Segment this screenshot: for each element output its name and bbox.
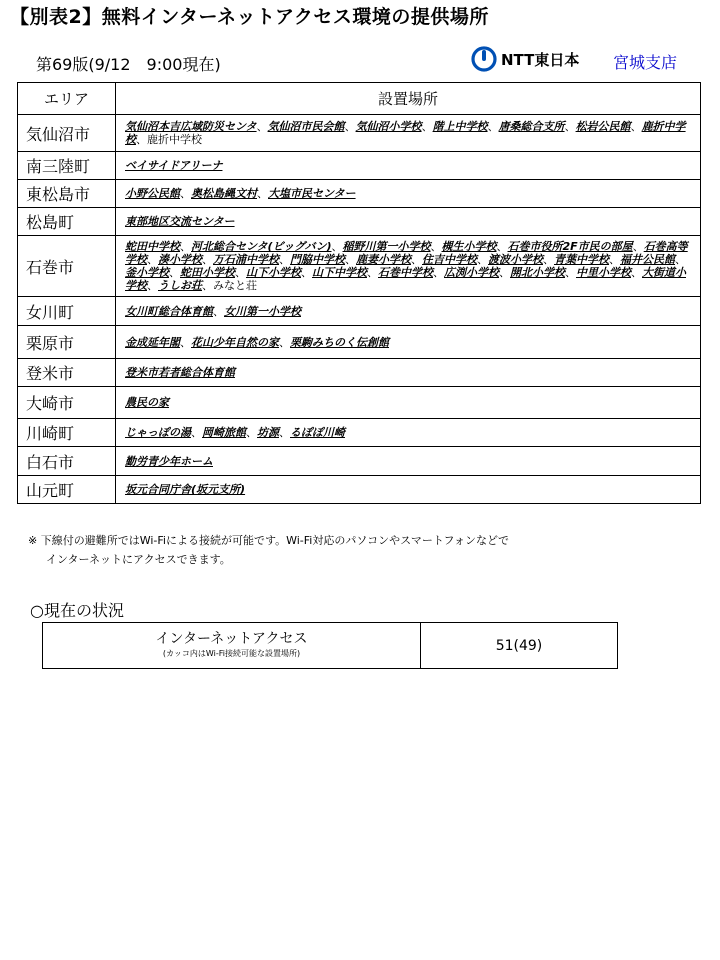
location-cell [116,297,701,326]
wifi-location-link[interactable]: 小野公民館 [125,187,180,200]
separator: 、 [496,240,508,253]
wifi-location-link[interactable]: 湊小学校 [158,253,202,266]
wifi-location-link[interactable]: 気仙沼市民会館 [267,120,345,133]
table-row [18,297,701,326]
area-cell: 白石市 [18,447,116,476]
table-row [18,180,701,208]
wifi-location-link[interactable]: 唐桑総合支所 [498,120,565,133]
wifi-location-link[interactable]: 花山少年自然の家 [191,335,279,349]
note-line-1: ※ 下線付の避難所ではWi-Fiによる接続が可能です。Wi-Fi対応のパソコンやスマートフォンなどで [28,534,509,547]
location-cell [116,180,701,208]
wifi-location-link[interactable]: 坊源 [257,426,279,439]
wifi-location-link[interactable]: 住吉中学校 [422,253,477,266]
status-table [42,622,618,669]
wifi-location-link[interactable]: 河北総合センタ(ビッグバン) [191,240,332,253]
ntt-logo [471,46,579,72]
separator: 、 [367,266,378,279]
wifi-location-link[interactable]: 女川第一小学校 [224,304,301,318]
ntt-logo-icon [471,46,497,72]
wifi-location-link[interactable]: 石巻中学校 [378,266,433,279]
location-cell [116,359,701,387]
location-cell [116,419,701,447]
wifi-location-link[interactable]: 女川町総合体育館 [125,304,213,318]
separator: 、 [257,187,268,200]
wifi-location-link[interactable]: 階上中学校 [432,120,488,133]
separator: 、 [630,120,642,133]
separator: 、 [279,253,290,266]
edition-label: 第69版(9/12 9:00現在) [36,55,221,74]
status-label: インターネットアクセス [155,631,308,647]
separator: 、 [202,279,213,292]
separator: 、 [565,266,576,279]
wifi-location-link[interactable]: 東部地区交流センター [125,215,235,228]
location-cell [116,208,701,236]
separator: 、 [477,253,488,266]
area-cell: 南三陸町 [18,152,116,180]
separator: 、 [180,187,191,200]
separator: 、 [421,120,433,133]
separator: 、 [235,266,246,279]
separator: 、 [191,426,202,439]
wifi-location-link[interactable]: 登米市若者総合体育館 [125,366,235,379]
header-location: 設置場所 [116,83,701,115]
separator: 、 [487,120,499,133]
separator: 、 [331,240,343,253]
wifi-location-link[interactable]: 中里小学校 [576,266,631,279]
separator: 、 [345,253,356,266]
wifi-location-link[interactable]: ベイサイドアリーナ [125,159,223,172]
table-row [18,447,701,476]
separator: 、 [430,240,442,253]
area-cell: 石巻市 [18,236,116,297]
wifi-location-link[interactable]: じゃっぽの湯 [125,426,191,439]
wifi-location-link[interactable]: 万石浦中学校 [213,253,279,266]
location-cell [116,387,701,419]
separator: 、 [202,253,213,266]
table-row [18,326,701,359]
wifi-location-link[interactable]: 気仙沼本吉広域防災センタ [125,120,257,133]
area-cell: 栗原市 [18,326,116,359]
header-area: エリア [18,83,116,115]
wifi-location-link[interactable]: 松岩公民館 [575,120,631,133]
location-name: 鹿折中学校 [147,133,202,146]
area-cell: 川崎町 [18,419,116,447]
wifi-location-link[interactable]: 岡崎旅館 [202,426,246,439]
separator: 、 [279,426,290,439]
wifi-location-link[interactable]: 福井公民館 [620,253,675,266]
area-cell: 山元町 [18,476,116,504]
area-cell: 大崎市 [18,387,116,419]
wifi-location-link[interactable]: 蛇田中学校 [125,240,180,253]
area-cell: 女川町 [18,297,116,326]
separator: 、 [136,133,147,146]
table-row [18,387,701,419]
separator: 、 [433,266,444,279]
separator: 、 [147,279,158,292]
location-cell [116,326,701,359]
wifi-location-link[interactable]: 槻生小学校 [441,240,497,253]
wifi-location-link[interactable]: 鹿妻小学校 [356,253,411,266]
area-cell: 東松島市 [18,180,116,208]
separator: 、 [344,120,356,133]
page-title: 【別表2】無料インターネットアクセス環境の提供場所 [10,6,489,28]
wifi-location-link[interactable]: 鹿折中学校 [125,120,686,146]
wifi-location-link[interactable]: 門脇中学校 [290,253,345,266]
wifi-location-link[interactable]: うしお荘 [158,279,202,292]
location-table [17,82,701,504]
separator: 、 [301,266,312,279]
location-cell [116,476,701,504]
area-cell: 登米市 [18,359,116,387]
separator: 、 [499,266,510,279]
wifi-location-link[interactable]: 稲野川第一小学校 [342,240,431,253]
status-value: 51(49) [421,623,618,669]
wifi-location-link[interactable]: 山下中学校 [312,266,367,279]
wifi-location-link[interactable]: 坂元合同庁舎(坂元支所) [125,483,246,496]
separator: 、 [279,335,290,349]
wifi-location-link[interactable]: 気仙沼小学校 [355,120,422,133]
separator: 、 [246,426,257,439]
table-row [18,236,701,297]
table-row [18,476,701,504]
wifi-location-link[interactable]: 開北小学校 [510,266,565,279]
table-row [18,208,701,236]
wifi-location-link[interactable]: 蛇田小学校 [180,266,235,279]
area-cell: 気仙沼市 [18,115,116,152]
separator: 、 [169,266,180,279]
separator: 、 [564,120,576,133]
wifi-location-link[interactable]: 山下小学校 [246,266,301,279]
status-heading: ○現在の状況 [30,601,124,620]
separator: 、 [609,253,620,266]
separator: 、 [632,240,644,253]
table-header-row [18,83,701,115]
wifi-location-link[interactable]: 石巻市役所2F市民の部屋 [507,240,633,253]
wifi-location-link[interactable]: 農民の家 [125,396,169,409]
wifi-location-link[interactable]: 渡波小学校 [488,253,543,266]
separator: 、 [411,253,422,266]
note [28,531,509,569]
wifi-location-link[interactable]: 奥松島縄文村 [191,187,257,200]
status-sublabel: (カッコ内はWi-Fi接続可能な設置場所) [162,649,301,658]
wifi-location-link[interactable]: 大塩市民センター [268,187,356,200]
location-cell [116,115,701,152]
separator: 、 [180,240,191,253]
location-cell [116,447,701,476]
location-name: みなと荘 [213,279,257,292]
wifi-location-link[interactable]: 栗駒みちのく伝創館 [290,335,389,349]
area-cell: 松島町 [18,208,116,236]
wifi-location-link[interactable]: 青葉中学校 [554,253,609,266]
status-label-cell [43,623,421,669]
separator: 、 [675,253,686,266]
table-row [18,152,701,180]
wifi-location-link[interactable]: 釜小学校 [125,266,169,279]
separator: 、 [213,304,224,318]
table-row [18,419,701,447]
table-row [18,359,701,387]
note-line-2: インターネットにアクセスできます。 [46,553,231,566]
wifi-location-link[interactable]: 金成延年閣 [125,335,180,349]
table-row [18,115,701,152]
separator: 、 [631,266,642,279]
wifi-location-link[interactable]: 勤労青少年ホーム [125,454,213,468]
location-cell [116,152,701,180]
ntt-logo-text: NTT東日本 [501,50,580,69]
separator: 、 [147,253,158,266]
wifi-location-link[interactable]: 広渕小学校 [444,266,499,279]
separator: 、 [180,335,191,349]
wifi-location-link[interactable]: 石巻高等学校 [125,240,688,266]
wifi-location-link[interactable]: 大街道小学校 [125,266,686,292]
separator: 、 [256,120,268,133]
branch-name: 宮城支店 [613,53,678,72]
separator: 、 [543,253,554,266]
location-cell [116,236,701,297]
wifi-location-link[interactable]: るぽぽ川崎 [290,426,345,439]
